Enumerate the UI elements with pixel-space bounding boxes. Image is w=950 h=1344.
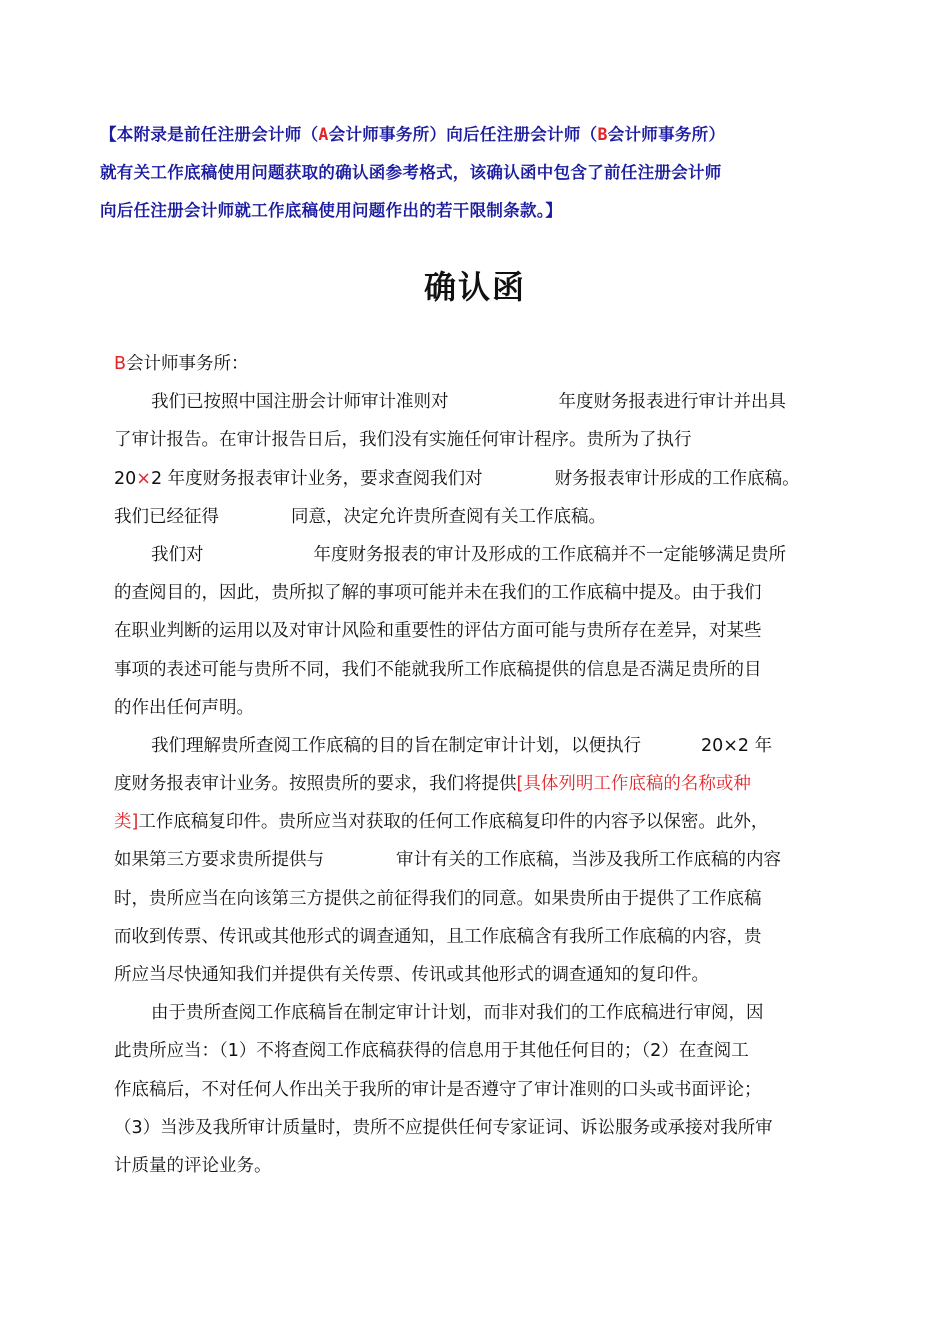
note-line-2: 就有关工作底稿使用问题获取的确认函参考格式，该确认函中包含了前任注册会计师 (100, 163, 722, 182)
letter-title: 确认函 (423, 268, 526, 306)
letter-body (114, 345, 844, 1185)
addressee: B会计师事务所： (114, 354, 249, 374)
note-line-1: 【本附录是前任注册会计师（A会计师事务所）向后任注册会计师（B会计师事务所） (100, 125, 726, 144)
appendix-note (100, 116, 845, 230)
note-line-3: 向后任注册会计师就工作底稿使用问题作出的若干限制条款。】 (100, 201, 563, 220)
placeholder-workpaper-names: [具体列明工作底稿的名称或种 (516, 774, 751, 795)
note-firm-a-letter: A (318, 125, 329, 144)
note-firm-b-letter: B (597, 125, 608, 144)
paragraph-3: 我们理解贵所查阅工作底稿的目的旨在制定审计计划，以便执行 20×2 年 度财务报表审计业务。按照贵所的要求，我们将提供[具体列明工作底稿的名称或种 类]工作底稿复印件。贵所应当对获取的任何工作底稿复印件的内容予以保密。此外， 如果第三方要求贵所提供与 审计有关的工作底稿，当涉及我所工作底稿的内容 时，贵所应当在向该第三方提供之前征得我们的同意。如果贵所由于提供了工作底稿 而收到传票、传讯或其他形式的调查通知，且工作底稿含有我所工作底稿的内容，贵 所应当尽快通知我们并提供有关传票、传讯或其他形式的调查通知的复印件。 (114, 735, 781, 985)
paragraph-1: 我们已按照中国注册会计师审计准则对 年度财务报表进行审计并出具 了审计报告。在审计报告日后，我们没有实施任何审计程序。贵所为了执行 20×2 年度财务报表审计业务，要求查阅我们对 财务报表审计形成的工作底稿。 我们已经征得 同意，决定允许贵所查阅有关工作底稿。 (114, 392, 800, 527)
paragraph-2: 我们对 年度财务报表的审计及形成的工作底稿并不一定能够满足贵所 的查阅目的，因此，贵所拟了解的事项可能并未在我们的工作底稿中提及。由于我们 在职业判断的运用以及对审计风险和重要性的评估方面可能与贵所存在差异，对某些 事项的表述可能与贵所不同，我们不能就我所工作底稿提供的信息是否满足贵所的目 的作出任何声明。 (114, 544, 786, 718)
paragraph-4: 由于贵所查阅工作底稿旨在制定审计计划，而非对我们的工作底稿进行审阅，因 此贵所应当：（1）不将查阅工作底稿获得的信息用于其他任何目的；（2）在查阅工 作底稿后，不对任何人作出关于我所的审计是否遵守了审计准则的口头或书面评论； （3）当涉及我所审计质量时，贵所不应提供任何专家证词、诉讼服务或承接对我所审 计质量的评论业务。 (114, 1003, 773, 1176)
